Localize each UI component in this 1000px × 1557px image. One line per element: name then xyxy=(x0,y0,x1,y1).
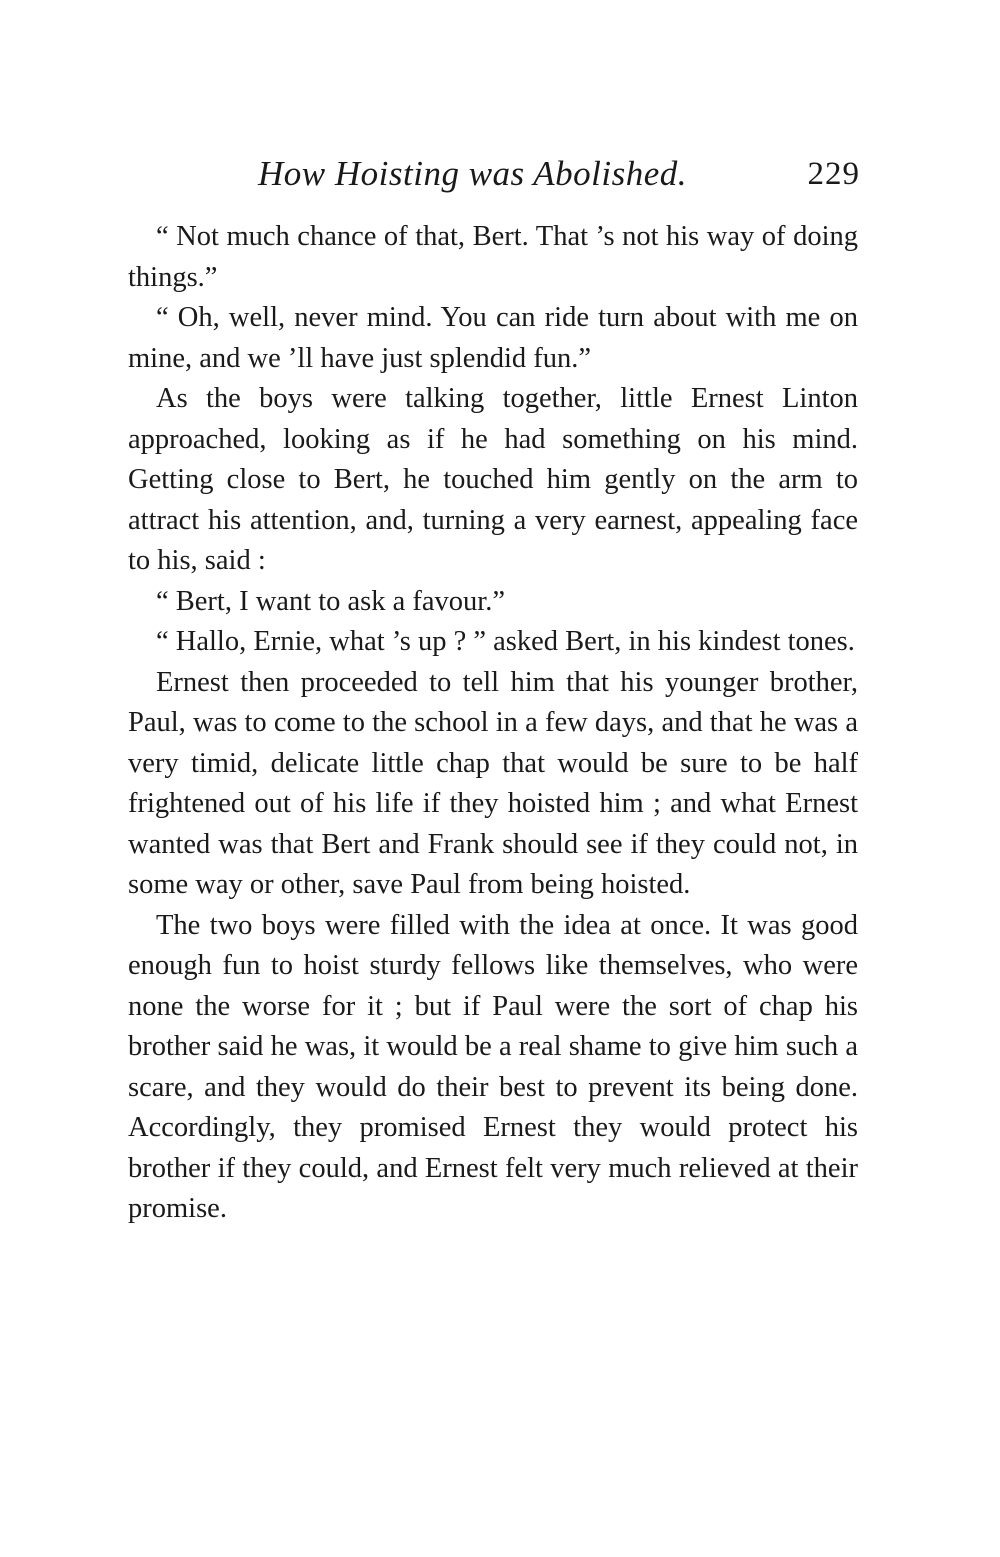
paragraph-3: As the boys were talking together, little Ernest Linton approached, looking as if he had something on his mind. Getting close to Bert, he touched him gently on the arm to attract his attention, and, turning a very earnest, appealing face to his, said : xyxy=(128,383,858,576)
paragraph-4: “ Bert, I want to ask a favour.” xyxy=(156,585,505,617)
running-title: How Hoisting was Abolished. xyxy=(258,154,688,193)
body-text xyxy=(128,217,858,1230)
running-header xyxy=(128,150,860,198)
page-number: 229 xyxy=(807,156,860,192)
paragraph-7: The two boys were filled with the idea at once. It was good enough fun to hoist sturdy fellows like themselves, who were none the worse for it ; but if Paul were the sort of chap his brother said he was, it would be a real shame to give him such a scare, and they would do their best to prevent its being done. Accordingly, they promised Ernest they would protect his brother if they could, and Ernest felt very much relieved at their promise. xyxy=(128,909,858,1224)
paragraph-5: “ Hallo, Ernie, what ’s up ? ” asked Bert, in his kindest tones. xyxy=(156,626,855,657)
paragraph-6: Ernest then proceeded to tell him that his younger brother, Paul, was to come to the school in a few days, and that he was a very timid, delicate little chap that would be sure to be half frightened out of his life if they hoisted him ; and what Ernest wanted was that Bert and Frank should see if they could not, in some way or other, save Paul from being hoisted. xyxy=(128,666,858,900)
paragraph-1: “ Not much chance of that, Bert. That ’s not his way of doing things.” xyxy=(128,221,858,293)
paragraph-2: “ Oh, well, never mind. You can ride turn about with me on mine, and we ’ll have just splendid fun.” xyxy=(128,302,858,374)
